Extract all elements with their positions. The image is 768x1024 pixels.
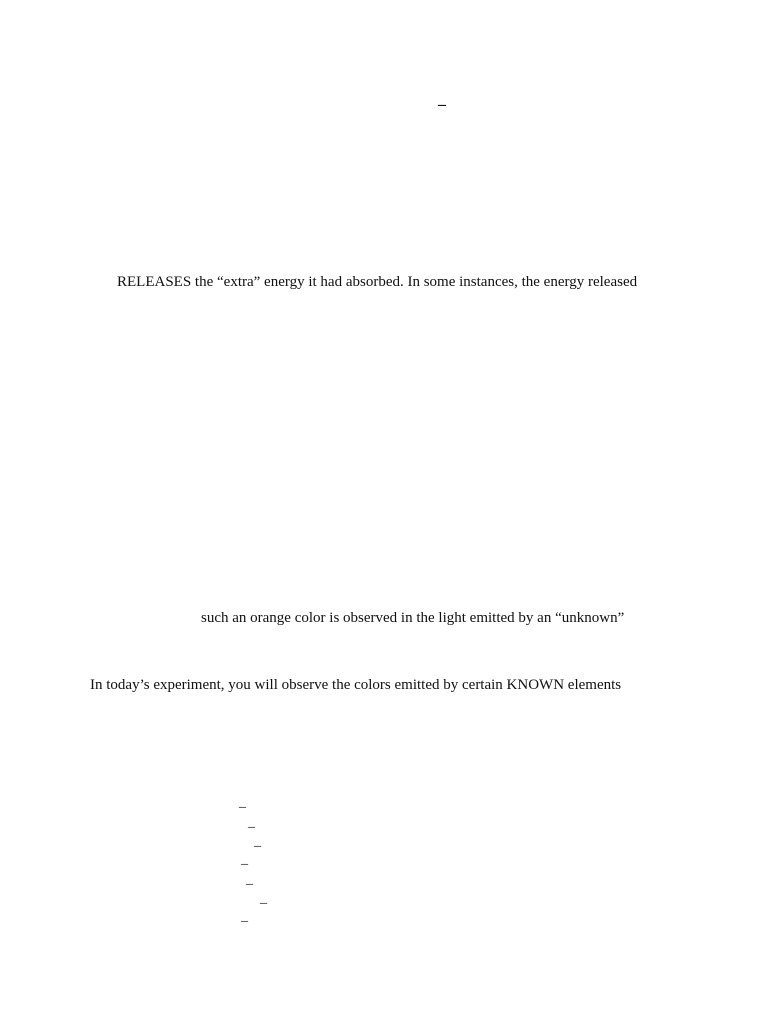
paragraph-line-orange-color: such an orange color is observed in the light emitted by an “unknown” [201, 610, 625, 626]
paragraph-line-todays-experiment: In today’s experiment, you will observe the colors emitted by certain KNOWN elements [90, 677, 622, 693]
list-dash: _ [241, 909, 248, 924]
list-dash: _ [246, 872, 253, 887]
list-dash: _ [254, 834, 261, 849]
paragraph-line-releases: RELEASES the “extra” energy it had absorbed. In some instances, the energy released [117, 274, 638, 290]
title-dash: – [438, 96, 446, 113]
list-dash: _ [260, 891, 267, 906]
list-dash: _ [241, 852, 248, 867]
list-dash: _ [239, 795, 246, 810]
list-dash: _ [248, 815, 255, 830]
